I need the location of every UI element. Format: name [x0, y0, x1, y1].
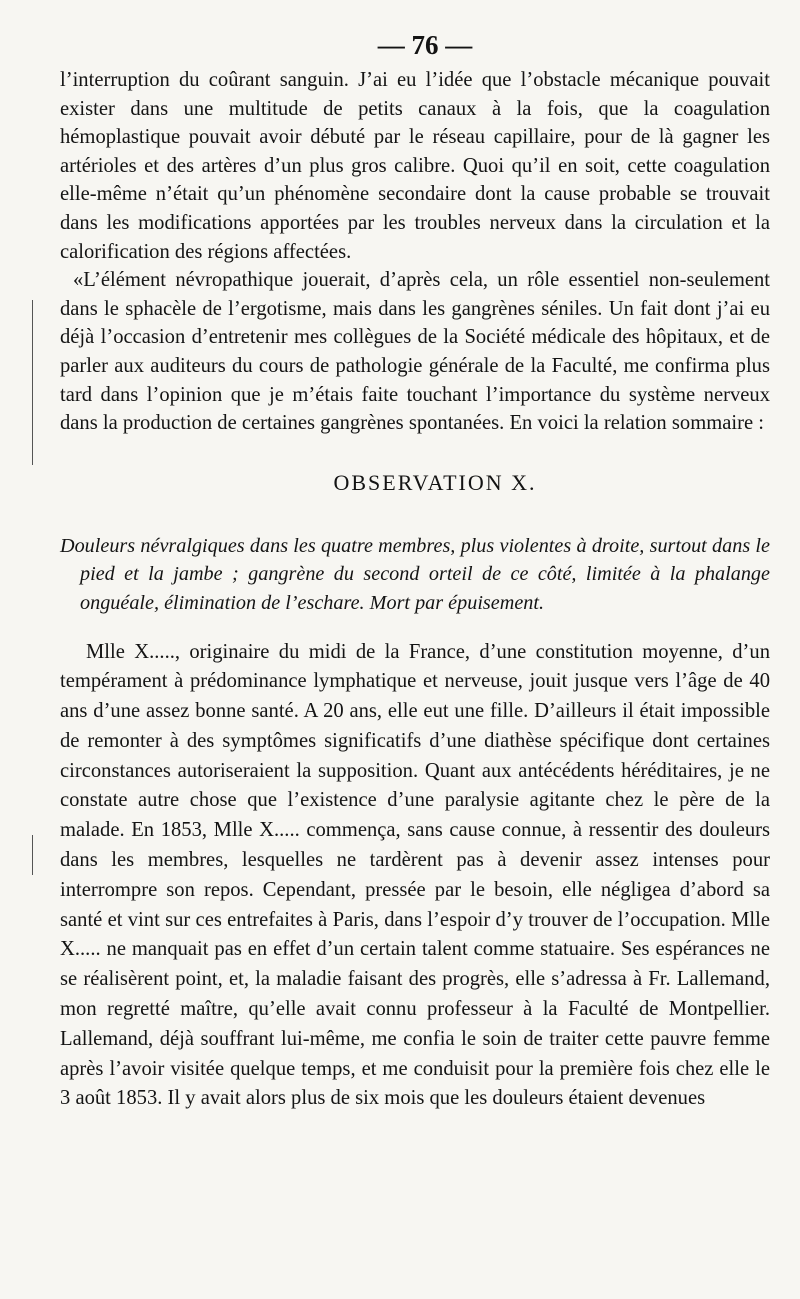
- paragraph: l’interruption du coûrant sanguin. J’ai eu l’idée que l’obstacle mécanique pouvait exister dans une multitude de petits canaux à la fois, que la coagulation hémoplastique pouvait avoir débuté par le réseau capillaire, pour de là gagner les artérioles et des artères d’un plus gros calibre. Quoi qu’il en soit, cette coagulation elle-même n’était qu’un phénomène secondaire dont la cause probable se trouvait dans les modifications apportées par les troubles nerveux dans la circulation et la calorification des régions affectées.: [60, 69, 770, 263]
- paragraph: «L’élément névropathique jouerait, d’après cela, un rôle essentiel non-seulement dans le sphacèle de l’ergotisme, mais dans les gangrènes séniles. Un fait dont j’ai eu déjà l’occasion d’entretenir mes collègues de la Société médicale des hôpitaux, et de parler aux auditeurs du cours de pathologie générale de la Faculté, me confirma plus tard dans l’opinion que je m’étais faite touchant l’importance du système nerveux dans la production de certaines gangrènes spontanées. En voici la relation sommaire :: [60, 269, 770, 435]
- observation-title: OBSERVATION X.: [333, 469, 537, 495]
- margin-line-mark: [32, 835, 33, 875]
- observation-summary: Douleurs névralgiques dans les quatre membres, plus violentes à droite, surtout dans le pied et la jambe ; gangrène du second orteil de ce côté, limitée à la phalange onguéale, élimination de l’eschare. Mort par épuisement.: [60, 534, 770, 614]
- margin-line-mark: [32, 300, 33, 465]
- page-number: — 76 —: [377, 30, 473, 60]
- paragraph: Mlle X....., originaire du midi de la France, d’une constitution moyenne, d’un tempérament à prédominance lymphatique et nerveuse, jouit jusque vers l’âge de 40 ans d’une assez bonne santé. A 20 ans, elle eut une fille. D’ailleurs il était impossible de remonter à des symptômes significatifs d’une diathèse spécifique dont certaines circonstances autoriseraient la supposition. Quant aux antécédents héréditaires, je ne constate autre chose que l’existence d’une paralysie agitante chez le père de la malade. En 1853, Mlle X..... commença, sans cause connue, à ressentir des douleurs dans les membres, lesquelles ne tardèrent pas à devenir assez intenses pour interrompre son repos. Cependant, pressée par le besoin, elle négligea d’abord sa santé et vint sur ces entrefaites à Paris, dans l’espoir d’y trouver de l’occupation. Mlle X..... ne manquait pas en effet d’un certain talent comme statuaire. Ses espérances ne se réalisèrent point, et, la maladie faisant des progrès, elle s’adressa à Fr. Lallemand, mon regretté maître, qu’elle avait connu professeur à la Faculté de Montpellier. Lallemand, déjà souffrant lui-même, me confia le soin de traiter cette pauvre femme après l’avoir visitée quelque temps, et me conduisit pour la première fois chez elle le 3 août 1853. Il y avait alors plus de six mois que les douleurs étaient devenues: [60, 640, 770, 1110]
